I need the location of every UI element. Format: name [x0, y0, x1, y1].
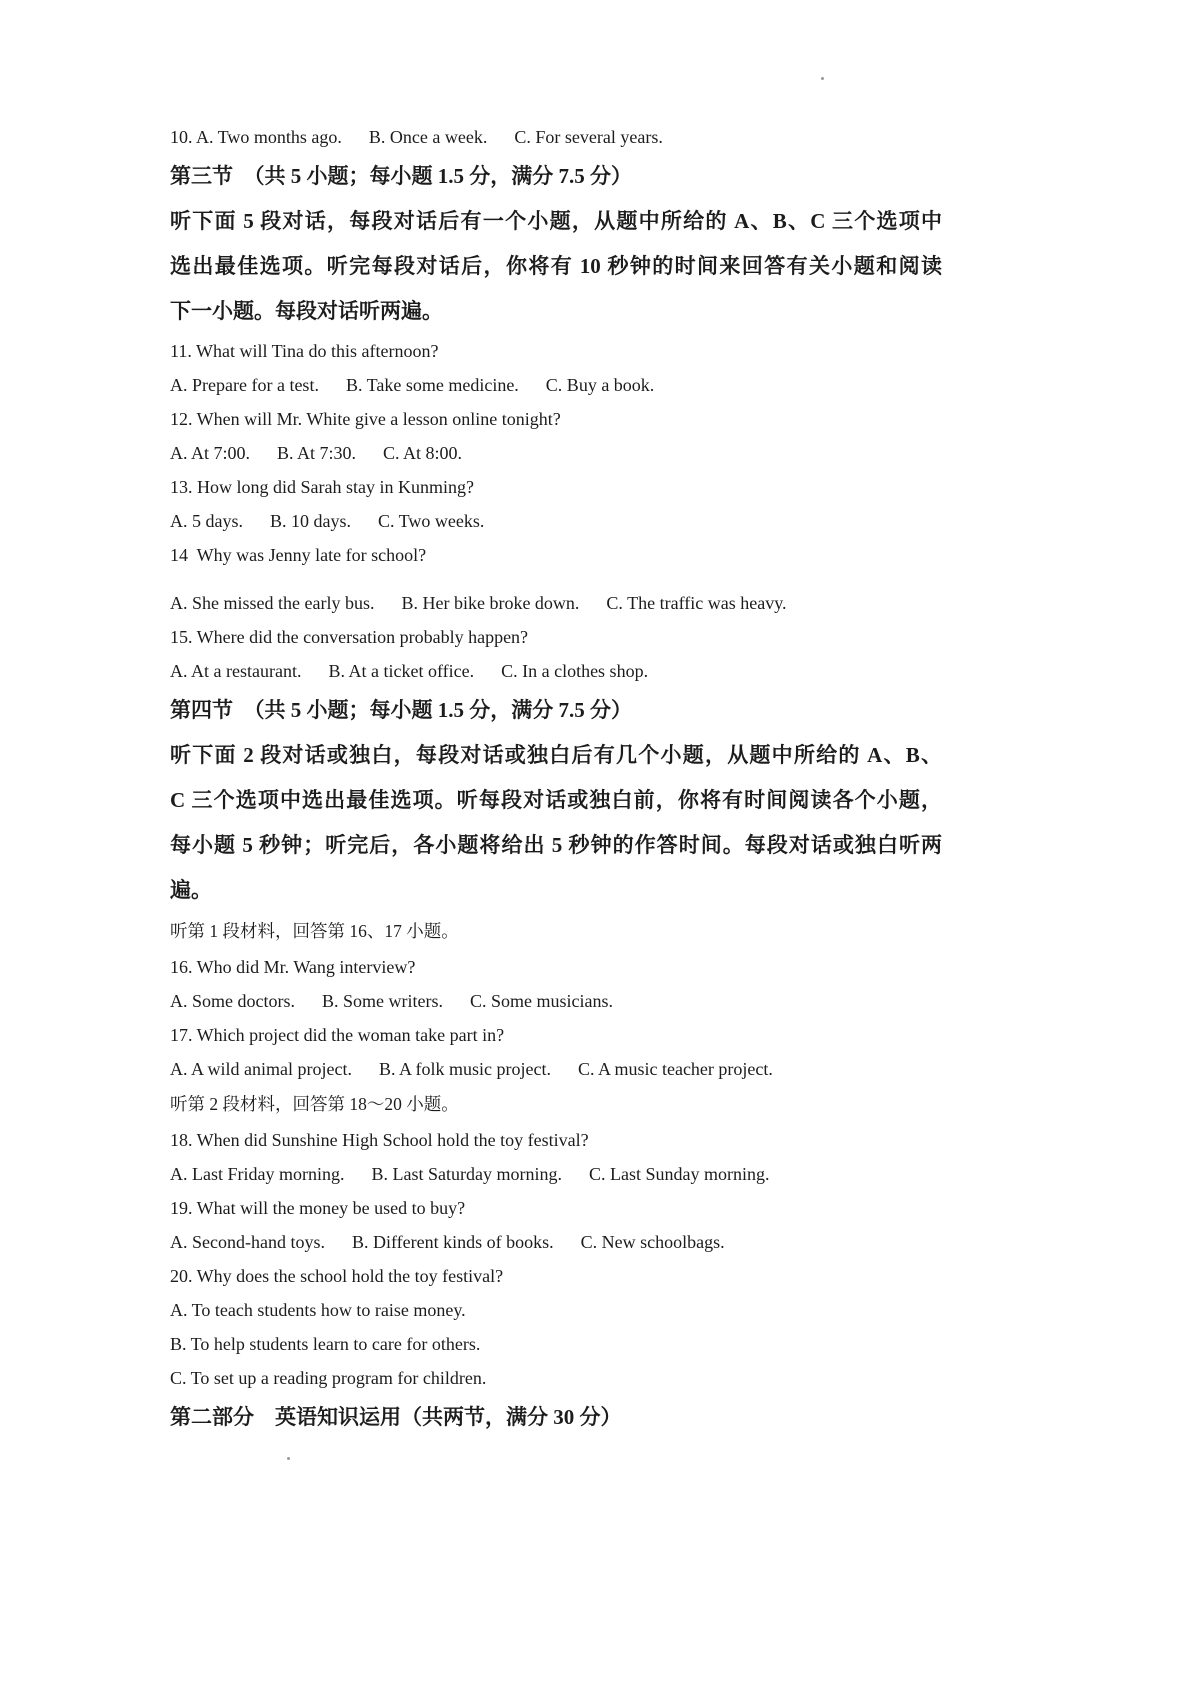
section-4-instructions-line-4: 遍。	[170, 878, 212, 902]
scan-artifact-dot-top	[821, 77, 824, 80]
scan-artifact-dot-bottom	[287, 1457, 290, 1460]
section-3-instructions-line-1: 听下面 5 段对话，每段对话后有一个小题，从题中所给的 A、B、C 三个选项中	[170, 209, 942, 233]
section-4-instructions-line-3: 每小题 5 秒钟；听完后，各小题将给出 5 秒钟的作答时间。每段对话或独白听两	[170, 833, 942, 857]
question-15-options: A. At a restaurant. B. At a ticket office. C. In a clothes shop.	[170, 661, 649, 681]
question-18-text: 18. When did Sunshine High School hold the toy festival?	[170, 1130, 589, 1150]
question-14-text: 14 Why was Jenny late for school?	[170, 545, 427, 565]
question-20-option-a: A. To teach students how to raise money.	[170, 1300, 466, 1320]
part-2-heading: 第二部分 英语知识运用（共两节，满分 30 分）	[170, 1405, 622, 1429]
question-13-text: 13. How long did Sarah stay in Kunming?	[170, 477, 474, 497]
question-11-options: A. Prepare for a test. B. Take some medicine. C. Buy a book.	[170, 375, 655, 395]
question-13-options: A. 5 days. B. 10 days. C. Two weeks.	[170, 511, 485, 531]
question-15-text: 15. Where did the conversation probably happen?	[170, 627, 529, 647]
question-20-option-b: B. To help students learn to care for others.	[170, 1334, 481, 1354]
section-3-instructions-line-3: 下一小题。每段对话听两遍。	[170, 299, 443, 323]
question-16-text: 16. Who did Mr. Wang interview?	[170, 957, 416, 977]
question-17-text: 17. Which project did the woman take part in?	[170, 1025, 505, 1045]
question-17-options: A. A wild animal project. B. A folk music project. C. A music teacher project.	[170, 1059, 773, 1079]
exam-text-block	[170, 120, 942, 1440]
question-19-text: 19. What will the money be used to buy?	[170, 1198, 466, 1218]
question-18-options: A. Last Friday morning. B. Last Saturday morning. C. Last Sunday morning.	[170, 1164, 770, 1184]
material-1-prompt: 听第 1 段材料，回答第 16、17 小题。	[170, 921, 459, 941]
section-3-instructions-line-2: 选出最佳选项。听完每段对话后，你将有 10 秒钟的时间来回答有关小题和阅读	[170, 254, 942, 278]
section-3-heading: 第三节 （共 5 小题；每小题 1.5 分，满分 7.5 分）	[170, 164, 632, 188]
section-4-heading: 第四节 （共 5 小题；每小题 1.5 分，满分 7.5 分）	[170, 698, 632, 722]
section-4-instructions-line-1: 听下面 2 段对话或独白，每段对话或独白后有几个小题，从题中所给的 A、B、	[170, 743, 942, 767]
question-12-options: A. At 7:00. B. At 7:30. C. At 8:00.	[170, 443, 463, 463]
question-16-options: A. Some doctors. B. Some writers. C. Some musicians.	[170, 991, 613, 1011]
question-12-text: 12. When will Mr. White give a lesson online tonight?	[170, 409, 561, 429]
question-11-text: 11. What will Tina do this afternoon?	[170, 341, 439, 361]
section-4-instructions-line-2: C 三个选项中选出最佳选项。听每段对话或独白前，你将有时间阅读各个小题，	[170, 788, 942, 812]
question-10-options: 10. A. Two months ago. B. Once a week. C. For several years.	[170, 127, 663, 147]
question-20-text: 20. Why does the school hold the toy festival?	[170, 1266, 504, 1286]
question-20-option-c: C. To set up a reading program for children.	[170, 1368, 487, 1388]
material-2-prompt: 听第 2 段材料，回答第 18～20 小题。	[170, 1094, 459, 1114]
question-19-options: A. Second-hand toys. B. Different kinds of books. C. New schoolbags.	[170, 1232, 725, 1252]
question-14-options: A. She missed the early bus. B. Her bike broke down. C. The traffic was heavy.	[170, 593, 787, 613]
